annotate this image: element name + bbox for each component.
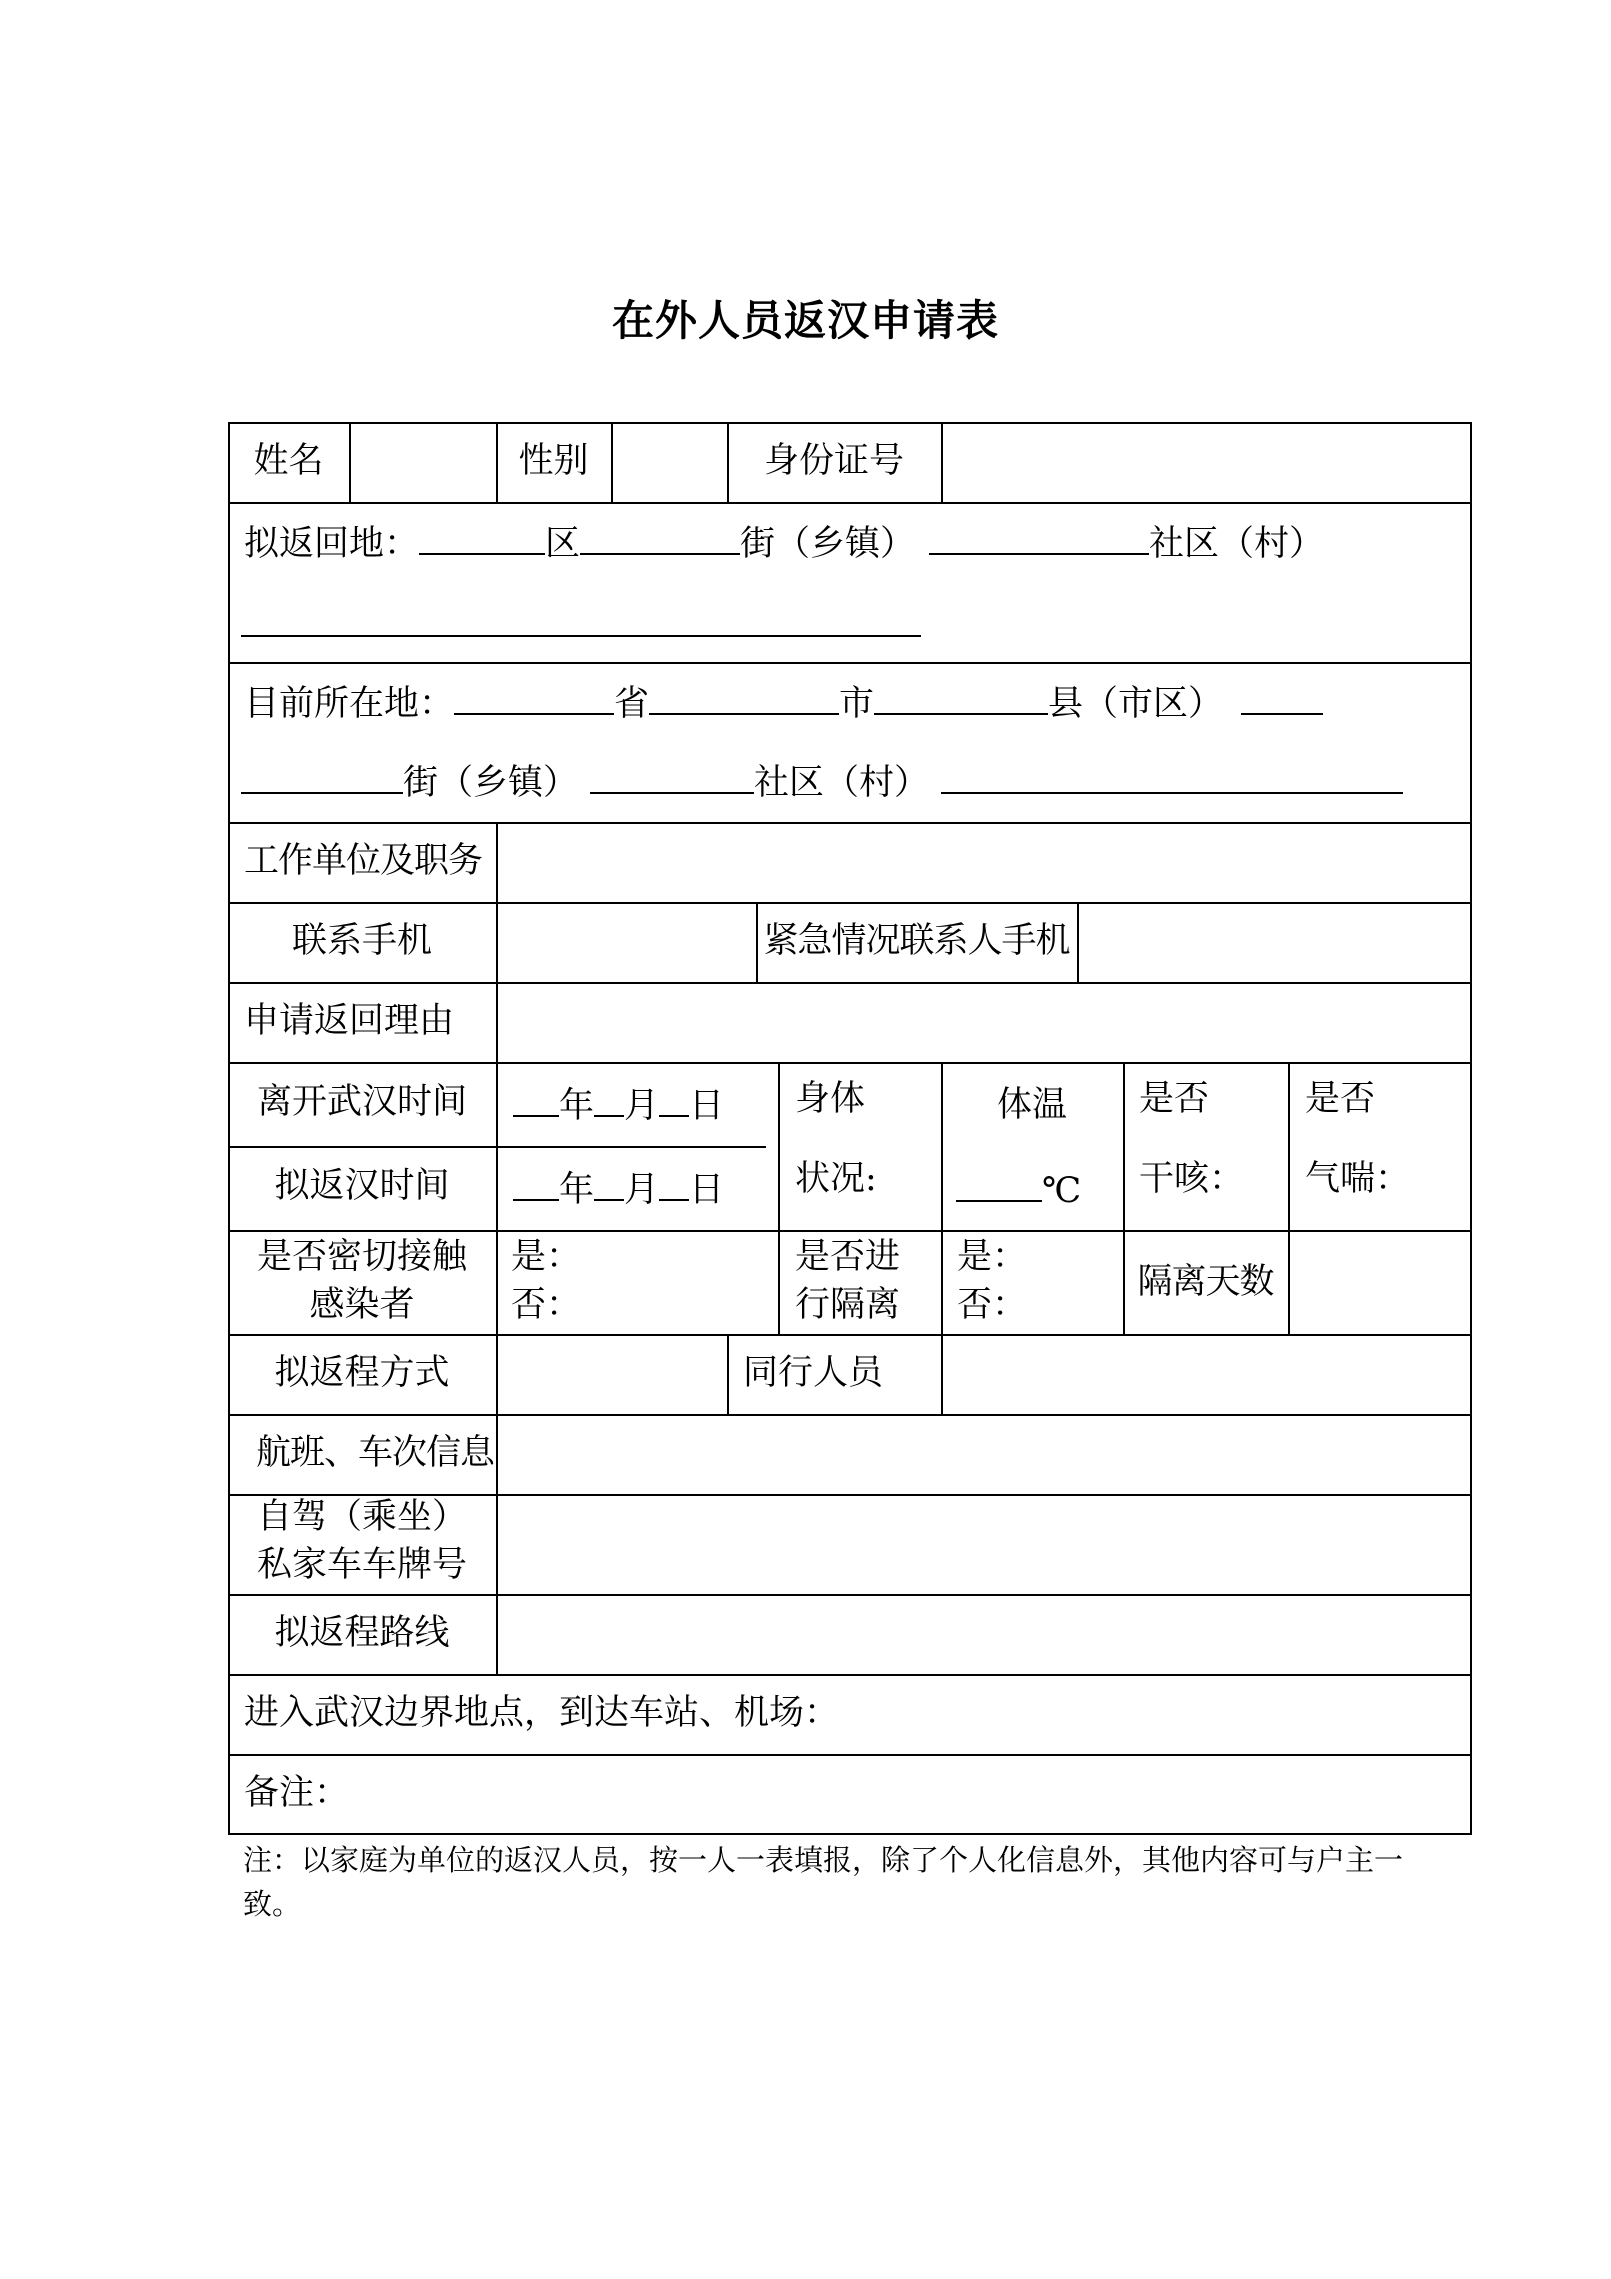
isolation-label: 是否进 — [795, 1237, 901, 1277]
day-label: 日 — [689, 1086, 725, 1126]
blank-line — [241, 635, 921, 637]
blank-line — [1241, 683, 1323, 715]
breath-label: 是否 — [1305, 1079, 1376, 1119]
row-divider — [228, 1334, 1472, 1336]
form-footnote: 注：以家庭为单位的返汉人员，按一人一表填报，除了个人化信息外，其他内容可与户主一致。 — [243, 1843, 1404, 1921]
row-divider — [228, 1674, 1472, 1676]
isolation-days-label: 隔离天数 — [1137, 1262, 1274, 1302]
blank-line — [941, 762, 1403, 794]
month-label: 月 — [624, 1086, 660, 1126]
return-place-line — [244, 523, 1324, 562]
row-divider — [228, 1062, 1472, 1064]
form-title: 在外人员返汉申请表 — [611, 296, 999, 345]
body-condition-label-2: 状况: — [795, 1159, 877, 1199]
row-divider — [228, 662, 1472, 664]
car-label: 自驾（乘坐） — [256, 1497, 467, 1537]
community-label: 社区（村） — [1149, 524, 1325, 564]
col-divider — [941, 422, 943, 502]
current-place-line-1 — [244, 683, 1323, 722]
row-divider — [228, 982, 1472, 984]
leave-wuhan-time-label: 离开武汉时间 — [256, 1082, 467, 1122]
blank-line — [659, 1085, 689, 1117]
table-border-top — [228, 422, 1472, 424]
col-divider — [727, 1334, 729, 1414]
blank-line — [956, 1170, 1042, 1202]
year-label: 年 — [559, 1170, 595, 1210]
province-label: 省 — [614, 684, 650, 724]
entry-point-label: 进入武汉边界地点，到达车站、机场： — [244, 1693, 840, 1733]
breath-label-2: 气喘： — [1305, 1159, 1411, 1199]
row-divider — [228, 902, 1472, 904]
contact-yes: 是： — [511, 1237, 582, 1277]
row-divider — [228, 1754, 1472, 1756]
current-place-label: 目前所在地： — [244, 684, 455, 724]
row-divider — [228, 502, 1472, 504]
row-divider — [228, 1594, 1472, 1596]
name-label: 姓名 — [253, 441, 324, 481]
temperature-label: 体温 — [996, 1085, 1067, 1125]
isolation-no: 否： — [957, 1285, 1028, 1325]
street-label: 街（乡镇） — [740, 524, 916, 564]
cough-label-2: 干咳： — [1139, 1159, 1245, 1199]
work-unit-label: 工作单位及职务 — [244, 841, 483, 881]
return-date — [513, 1169, 724, 1208]
gender-label: 性别 — [518, 441, 589, 481]
col-divider-label — [496, 822, 498, 1674]
blank-line — [874, 683, 1048, 715]
isolation-yes: 是： — [957, 1237, 1028, 1277]
col-divider — [941, 1334, 943, 1414]
flight-info-label: 航班、车次信息 — [256, 1433, 495, 1473]
row-divider — [228, 822, 1472, 824]
street-label: 街（乡镇） — [403, 763, 579, 803]
temperature-field — [956, 1170, 1081, 1209]
close-contact-label: 是否密切接触 — [256, 1237, 467, 1277]
current-place-line-2 — [241, 762, 1403, 801]
blank-line — [580, 523, 740, 555]
row-divider — [228, 1494, 1472, 1496]
month-label: 月 — [624, 1170, 660, 1210]
col-divider — [349, 422, 351, 502]
col-divider — [1077, 902, 1079, 982]
blank-line — [594, 1085, 624, 1117]
companion-label: 同行人员 — [743, 1353, 884, 1393]
row-divider — [228, 1414, 1472, 1416]
blank-line — [929, 523, 1149, 555]
row-divider — [228, 1230, 1472, 1232]
blank-line — [419, 523, 545, 555]
isolation-label-2: 行隔离 — [795, 1285, 901, 1325]
return-place-label: 拟返回地： — [244, 524, 420, 564]
table-border-right — [1470, 422, 1472, 1835]
blank-line — [241, 762, 403, 794]
return-wuhan-time-label: 拟返汉时间 — [274, 1166, 450, 1206]
body-condition-label: 身体 — [795, 1079, 866, 1119]
emergency-contact-label: 紧急情况联系人手机 — [763, 921, 1070, 961]
application-form-table — [228, 422, 1472, 1835]
county-label: 县（市区） — [1048, 684, 1224, 724]
reason-label: 申请返回理由 — [244, 1001, 455, 1041]
district-label: 区 — [545, 524, 581, 564]
col-divider — [1288, 1062, 1290, 1334]
leave-date — [513, 1085, 724, 1124]
blank-line — [513, 1169, 559, 1201]
blank-line — [649, 683, 839, 715]
col-divider — [611, 422, 613, 502]
close-contact-label-2: 感染者 — [309, 1285, 415, 1325]
city-label: 市 — [839, 684, 875, 724]
cough-label: 是否 — [1139, 1079, 1210, 1119]
phone-label: 联系手机 — [291, 921, 432, 961]
contact-no: 否： — [511, 1285, 582, 1325]
id-number-label: 身份证号 — [763, 441, 904, 481]
blank-line — [590, 762, 754, 794]
day-label: 日 — [689, 1170, 725, 1210]
blank-line — [454, 683, 614, 715]
car-plate-label: 私家车车牌号 — [256, 1545, 467, 1585]
year-label: 年 — [559, 1086, 595, 1126]
remarks-label: 备注： — [244, 1773, 350, 1813]
blank-line — [513, 1085, 559, 1117]
transport-label: 拟返程方式 — [274, 1353, 450, 1393]
col-divider — [778, 1062, 780, 1334]
table-border-bottom — [228, 1833, 1472, 1835]
blank-line — [594, 1169, 624, 1201]
route-label: 拟返程路线 — [274, 1613, 450, 1653]
blank-line — [659, 1169, 689, 1201]
community-label: 社区（村） — [754, 763, 930, 803]
celsius-unit: ℃ — [1042, 1171, 1082, 1211]
